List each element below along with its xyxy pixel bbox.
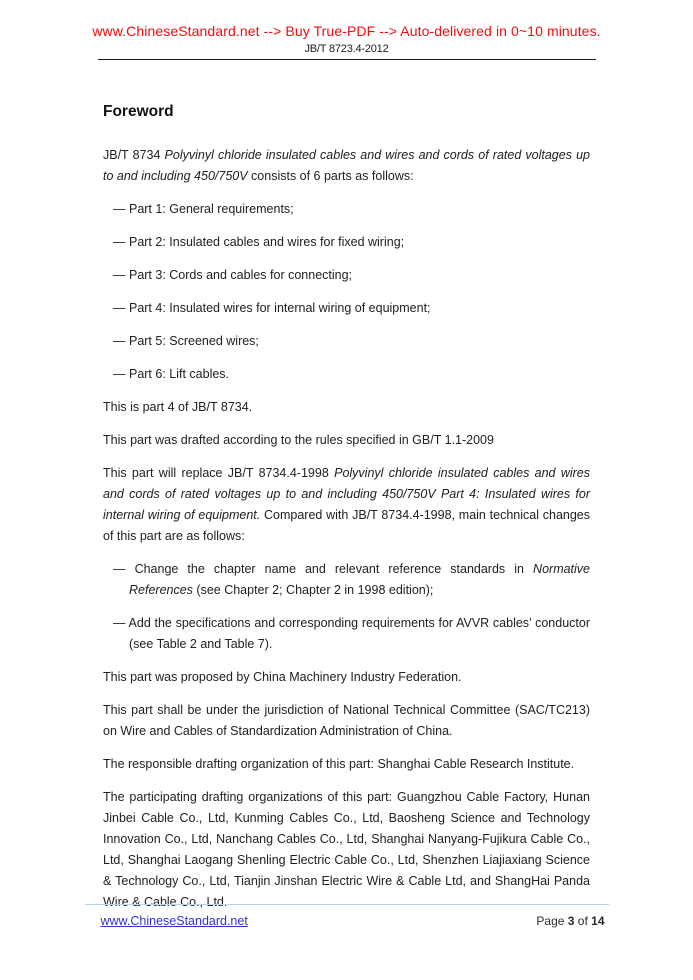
header-rule xyxy=(98,59,596,60)
document-blocks xyxy=(103,145,590,913)
dash-list-item xyxy=(103,559,590,601)
paragraph xyxy=(103,667,590,688)
bold-text: 3 xyxy=(567,914,575,928)
dash-list-item xyxy=(103,613,590,655)
text-segment: consists of 6 parts as follows: xyxy=(247,169,414,183)
text-segment: Part 5: Screened wires; xyxy=(128,334,259,348)
dash-list-item xyxy=(103,265,590,286)
footer-rule xyxy=(85,904,609,905)
text-segment: This part will replace JB/T 8734.4-1998 xyxy=(103,466,335,480)
text-segment: This part was drafted according to the rules specified in GB/T 1.1-2009 xyxy=(103,433,494,447)
dash-list-item xyxy=(103,331,590,352)
dash-list-item xyxy=(103,232,590,253)
paragraph xyxy=(103,145,590,187)
text-segment: Change the chapter name and relevant reference standards in xyxy=(134,562,534,576)
dash-marker: — xyxy=(113,235,129,249)
text-segment: Add the specifications and corresponding requirements for AVVR cables’ conductor (see Table 2 and Table 7). xyxy=(128,616,590,651)
italic-text: Normative References xyxy=(129,562,591,597)
footer-website-link[interactable]: www.ChineseStandard.net xyxy=(100,914,248,928)
italic-text: Polyvinyl chloride insulated cables and wires and cords of rated voltages up to and including 450/750V Part 4: Insulated wires for internal wiring of equipment. xyxy=(103,466,590,522)
dash-list-item xyxy=(103,199,590,220)
paragraph xyxy=(103,430,590,451)
document-body xyxy=(103,102,590,913)
text-segment: of xyxy=(574,914,592,928)
page-title: Foreword xyxy=(103,103,174,120)
text-segment: Compared with JB/T 8734.4-1998, main technical changes of this part are as follows: xyxy=(103,508,590,543)
dash-list-item xyxy=(103,364,590,385)
dash-marker: — xyxy=(113,202,129,216)
paragraph xyxy=(103,787,590,913)
text-segment: Part 2: Insulated cables and wires for fixed wiring; xyxy=(128,235,405,249)
dash-marker: — xyxy=(113,616,129,630)
dash-marker: — xyxy=(113,562,135,576)
dash-list-item xyxy=(103,298,590,319)
text-segment: This part was proposed by China Machinery Industry Federation. xyxy=(103,670,462,684)
dash-marker: — xyxy=(113,301,129,315)
text-segment: Part 1: General requirements; xyxy=(128,202,294,216)
dash-marker: — xyxy=(113,268,129,282)
buy-pdf-banner[interactable]: www.ChineseStandard.net --> Buy True-PDF --> Auto-delivered in 0~10 minutes. xyxy=(92,23,601,39)
text-segment: JB/T 8734 xyxy=(103,148,165,162)
dash-marker: — xyxy=(113,367,129,381)
text-segment: The responsible drafting organization of this part: Shanghai Cable Research Institute. xyxy=(103,757,575,771)
text-segment: This is part 4 of JB/T 8734. xyxy=(103,400,253,414)
italic-text: Polyvinyl chloride insulated cables and wires and cords of rated voltages up to and including 450/750V xyxy=(103,148,590,183)
paragraph xyxy=(103,397,590,418)
text-segment: Part 4: Insulated wires for internal wiring of equipment; xyxy=(128,301,431,315)
page-number-indicator xyxy=(536,914,604,928)
standard-number-header: JB/T 8723.4-2012 xyxy=(304,43,389,55)
text-segment: Part 3: Cords and cables for connecting; xyxy=(128,268,353,282)
text-segment: Part 6: Lift cables. xyxy=(128,367,230,381)
text-segment: Page xyxy=(536,914,568,928)
paragraph xyxy=(103,754,590,775)
paragraph xyxy=(103,700,590,742)
dash-marker: — xyxy=(113,334,129,348)
paragraph xyxy=(103,463,590,547)
text-segment: The participating drafting organizations of this part: Guangzhou Cable Factory, Hunan Jinbei Cable Co., Ltd, Kunming Cables Co., Ltd, Baosheng Science and Technology Innovation Co., Ltd, Nanchang Cables Co., Ltd, Shanghai Nanyang-Fujikura Cable Co., Ltd, Shanghai Laogang Shenling Electric Cable Co., Ltd, Shenzhen Liajiaxiang Science & Technology Co., Ltd, Tianjin Jinshan Electric Wire & Cable Ltd, and ShangHai Panda Wire & Cable Co., Ltd. xyxy=(103,790,590,909)
page-footer xyxy=(0,904,693,928)
footer-row xyxy=(85,914,609,928)
text-segment: (see Chapter 2; Chapter 2 in 1998 edition); xyxy=(192,583,434,597)
bold-text: 14 xyxy=(591,914,605,928)
text-segment: This part shall be under the jurisdiction of National Technical Committee (SAC/TC213) on Wire and Cables of Standardization Administration of China. xyxy=(103,703,590,738)
